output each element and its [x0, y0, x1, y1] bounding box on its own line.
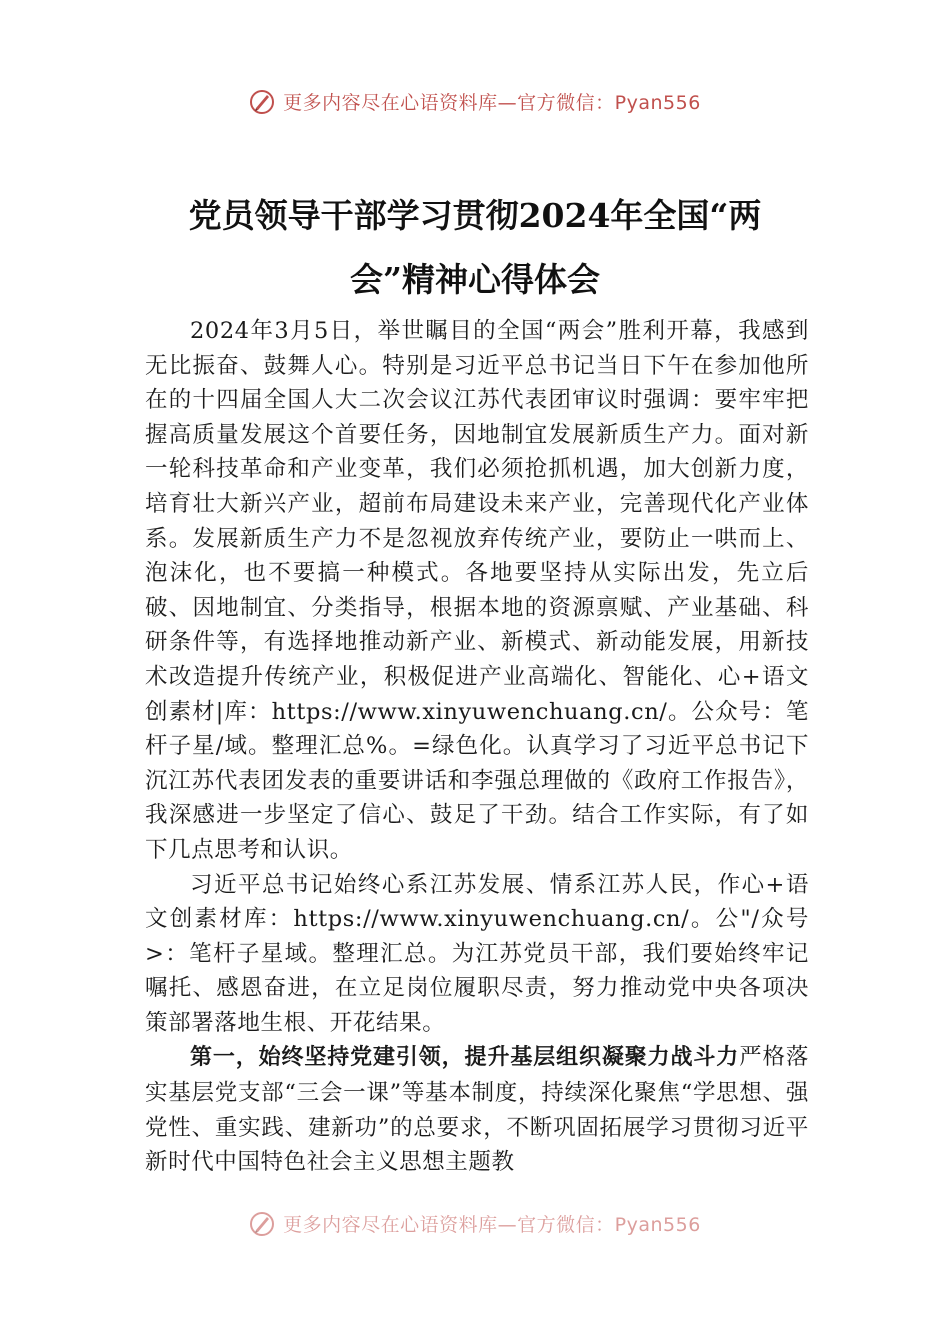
watermark-text: 更多内容尽在心语资料库—官方微信：Pyan556: [283, 92, 701, 114]
title-line-2: 会”精神心得体会: [350, 260, 600, 299]
pen-logo-icon: [249, 89, 275, 115]
title-line-1: 党员领导干部学习贯彻2024年全国“两: [188, 196, 762, 235]
watermark-text-footer: 更多内容尽在心语资料库—官方微信：Pyan556: [283, 1214, 701, 1236]
section-1-paragraph: [145, 1040, 809, 1179]
section-1-text: 严格落实基层党支部“三会一课”等基本制度，持续深化聚焦“学思想、强党性、重实践、建新功”的总要求，不断巩固拓展学习贯彻习近平新时代中国特色社会主义思想主题教: [145, 1044, 809, 1176]
watermark-footer: [0, 1210, 950, 1237]
pen-logo-icon: [249, 1211, 275, 1237]
watermark-header: [0, 88, 950, 115]
document-body: [145, 314, 809, 1180]
paragraph-intro: 2024年3月5日，举世瞩目的全国“两会”胜利开幕，我感到无比振奋、鼓舞人心。特别是习近平总书记当日下午在参加他所在的十四届全国人大二次会议江苏代表团审议时强调：要牢牢把握高质量发展这个首要任务，因地制宜发展新质生产力。面对新一轮科技革命和产业变革，我们必须抢抓机遇，加大创新力度，培育壮大新兴产业，超前布局建设未来产业，完善现代化产业体系。发展新质生产力不是忽视放弃传统产业，要防止一哄而上、泡沫化，也不要搞一种模式。各地要坚持从实际出发，先立后破、因地制宜、分类指导，根据本地的资源禀赋、产业基础、科研条件等，有选择地推动新产业、新模式、新动能发展，用新技术改造提升传统产业，积极促进产业高端化、智能化、心+语文创素材|库：https://www.xinyuwenchuang.cn/。公众号：笔杆子星/域。整理汇总%。=绿色化。认真学习了习近平总书记下沉江苏代表团发表的重要讲话和李强总理做的《政府工作报告》，我深感进一步坚定了信心、鼓足了干劲。结合工作实际，有了如下几点思考和认识。: [145, 318, 809, 863]
document-title: [110, 184, 840, 312]
paragraph-second: 习近平总书记始终心系江苏发展、情系江苏人民，作心+语文创素材库：https://www.xinyuwenchuang.cn/。公"/众号>：笔杆子星域。整理汇总。为江苏党员干部，我们要始终牢记嘱托、感恩奋进，在立足岗位履职尽责，努力推动党中央各项决策部署落地生根、开花结果。: [145, 871, 809, 1036]
section-1-heading: 第一，始终坚持党建引领，提升基层组织凝聚力战斗力: [190, 1045, 740, 1071]
